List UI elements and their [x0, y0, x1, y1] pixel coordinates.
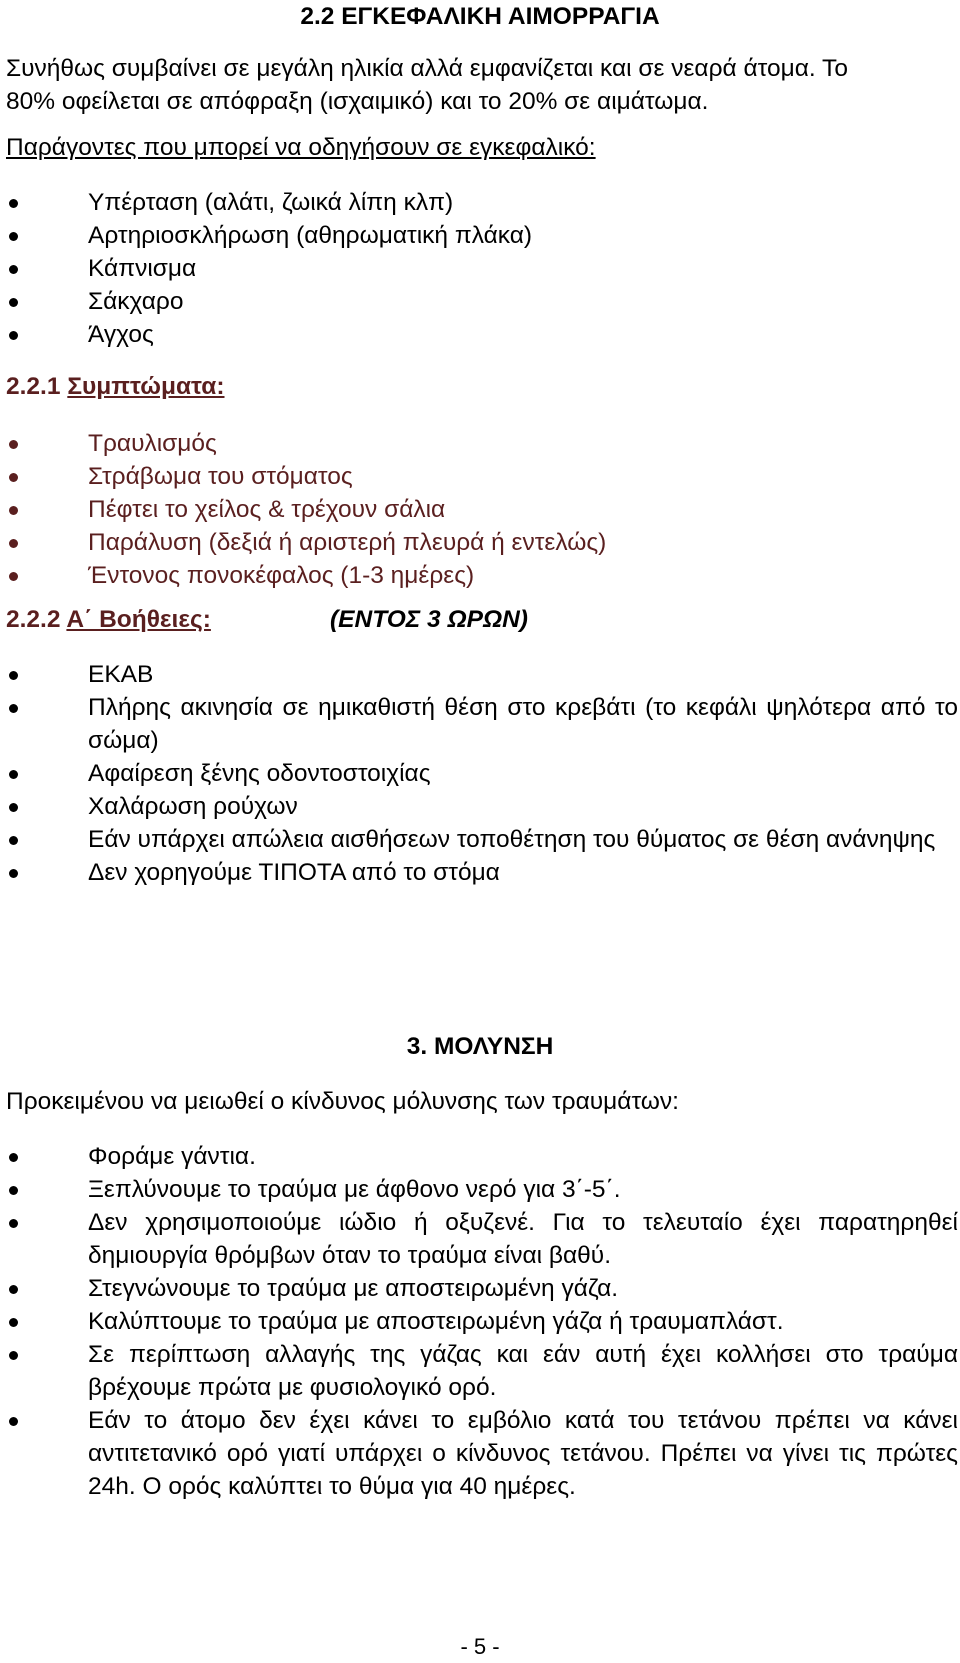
list-item: Πλήρης ακινησία σε ημικαθιστή θέση στο κρεβάτι (το κεφάλι ψηλότερα από το σώμα) — [0, 691, 958, 757]
time-note: (ΕΝΤΟΣ 3 ΩΡΩΝ) — [330, 606, 528, 633]
list-item: Δεν χορηγούμε ΤΙΠΟΤΑ από το στόμα — [0, 856, 958, 889]
bullet-icon — [9, 331, 18, 340]
list-item: Ξεπλύνουμε το τραύμα με άφθονο νερό για 3΄-5΄. — [0, 1173, 958, 1206]
list-item: ΕΚΑΒ — [0, 658, 958, 691]
list-item: Καλύπτουμε το τραύμα με αποστειρωμένη γάζα ή τραυμαπλάστ. — [0, 1305, 958, 1338]
section-title-3: 3. ΜΟΛΥΝΣΗ — [406, 1033, 554, 1060]
intro-line-1: Συνήθως συμβαίνει σε μεγάλη ηλικία αλλά εμφανίζεται και σε νεαρά άτομα. Το — [6, 55, 848, 82]
symptoms-list — [0, 427, 960, 592]
section-heading-2-2-1 — [6, 370, 225, 403]
bullet-icon — [9, 440, 18, 449]
list-item: Δεν χρησιμοποιούμε ιώδιο ή οξυζενέ. Για το τελευταίο έχει παρατηρηθεί δημιουργία θρόμβων όταν το τραύμα είναι βαθύ. — [0, 1206, 958, 1272]
intro-paragraph — [6, 52, 956, 118]
bullet-icon — [9, 1153, 18, 1162]
list-item: Αρτηριοσκλήρωση (αθηρωματική πλάκα) — [0, 219, 958, 252]
intro-line-2: 80% οφείλεται σε απόφραξη (ισχαιμικό) και το 20% σε αιμάτωμα. — [6, 88, 709, 115]
infection-list — [0, 1140, 960, 1503]
section-number: 2.2.1 — [6, 373, 61, 400]
list-item: Υπέρταση (αλάτι, ζωικά λίπη κλπ) — [0, 186, 958, 219]
list-item: Κάπνισμα — [0, 252, 958, 285]
section-number: 2.2.2 — [6, 606, 61, 633]
bullet-icon — [9, 265, 18, 274]
bullet-icon — [9, 473, 18, 482]
list-item: Άγχος — [0, 318, 958, 351]
factors-heading: Παράγοντες που μπορεί να οδηγήσουν σε εγκεφαλικό: — [6, 134, 596, 161]
list-item: Εάν υπάρχει απώλεια αισθήσεων τοποθέτηση του θύματος σε θέση ανάνηψης — [0, 823, 958, 856]
bullet-icon — [9, 572, 18, 581]
section-heading-2-2-2 — [6, 603, 211, 636]
list-item: Εάν το άτομο δεν έχει κάνει το εμβόλιο κατά του τετάνου πρέπει να κάνει αντιτετανικό ορό γιατί υπάρχει ο κίνδυνος τετάνου. Πρέπει να γίνει τις πρώτες 24h. Ο ορός καλύπτει το θύμα για 40 ημέρες. — [0, 1404, 958, 1503]
list-item: Σε περίπτωση αλλαγής της γάζας και εάν αυτή έχει κολλήσει στο τραύμα βρέχουμε πρώτα με φυσιολογικό ορό. — [0, 1338, 958, 1404]
section-title-2-2: 2.2 ΕΓΚΕΦΑΛΙΚΗ ΑΙΜΟΡΡΑΓΙΑ — [300, 3, 660, 30]
bullet-icon — [9, 1318, 18, 1327]
bullet-icon — [9, 506, 18, 515]
bullet-icon — [9, 1351, 18, 1360]
bullet-icon — [9, 1219, 18, 1228]
list-item: Έντονος πονοκέφαλος (1-3 ημέρες) — [0, 559, 958, 592]
factors-list — [0, 186, 960, 351]
list-item: Στράβωμα του στόματος — [0, 460, 958, 493]
bullet-icon — [9, 199, 18, 208]
bullet-icon — [9, 1417, 18, 1426]
infection-intro: Προκειμένου να μειωθεί ο κίνδυνος μόλυνσης των τραυμάτων: — [6, 1088, 679, 1115]
bullet-icon — [9, 1285, 18, 1294]
first-aid-list — [0, 658, 960, 889]
bullet-icon — [9, 539, 18, 548]
bullet-icon — [9, 704, 18, 713]
section-title: Α΄ Βοήθειες: — [66, 606, 211, 633]
list-item: Πέφτει το χείλος & τρέχουν σάλια — [0, 493, 958, 526]
bullet-icon — [9, 869, 18, 878]
list-item: Αφαίρεση ξένης οδοντοστοιχίας — [0, 757, 958, 790]
list-item: Τραυλισμός — [0, 427, 958, 460]
list-item: Στεγνώνουμε το τραύμα με αποστειρωμένη γάζα. — [0, 1272, 958, 1305]
page-number: - 5 - — [460, 1634, 500, 1659]
list-item: Παράλυση (δεξιά ή αριστερή πλευρά ή εντελώς) — [0, 526, 958, 559]
bullet-icon — [9, 836, 18, 845]
list-item: Χαλάρωση ρούχων — [0, 790, 958, 823]
list-item: Φοράμε γάντια. — [0, 1140, 958, 1173]
bullet-icon — [9, 803, 18, 812]
section-title: Συμπτώματα: — [67, 373, 225, 400]
list-item: Σάκχαρο — [0, 285, 958, 318]
bullet-icon — [9, 671, 18, 680]
bullet-icon — [9, 1186, 18, 1195]
bullet-icon — [9, 298, 18, 307]
bullet-icon — [9, 770, 18, 779]
bullet-icon — [9, 232, 18, 241]
